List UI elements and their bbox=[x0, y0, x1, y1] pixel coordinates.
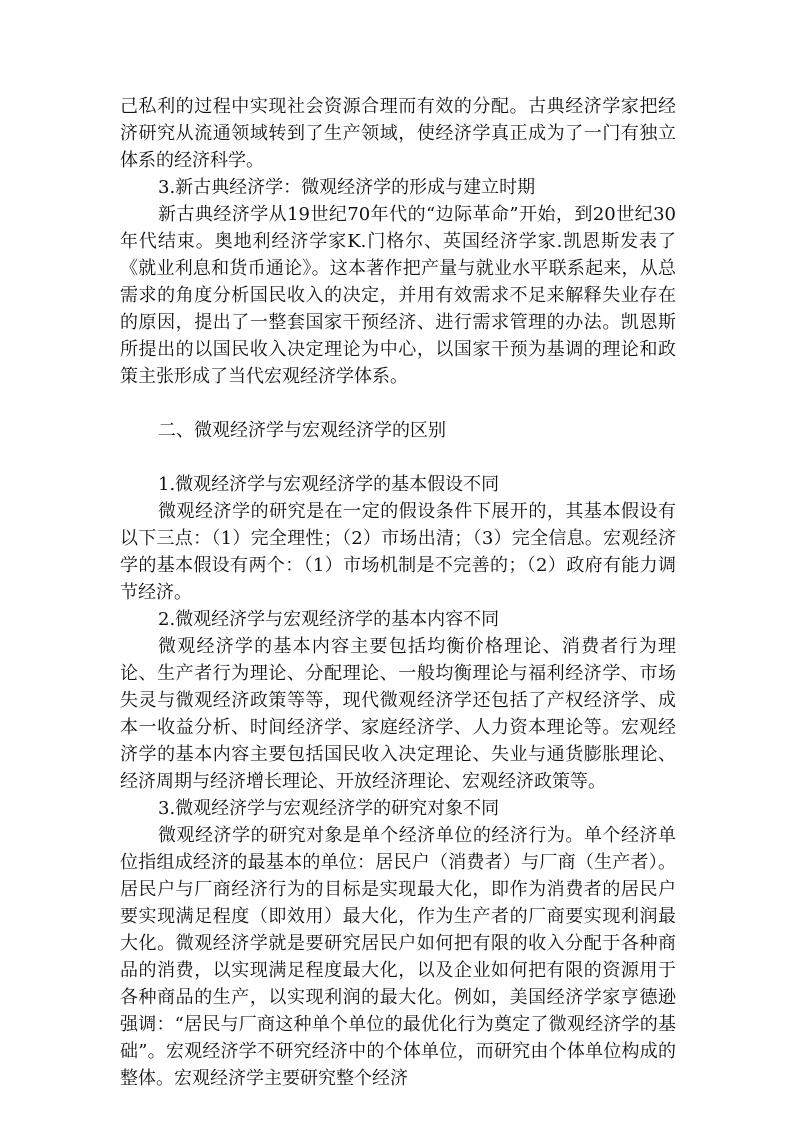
section-heading-differences: 二、微观经济学与宏观经济学的区别 bbox=[158, 420, 446, 441]
heading-content: 2.微观经济学与宏观经济学的基本内容不同 bbox=[158, 609, 500, 630]
heading-research-object: 3.微观经济学与宏观经济学的研究对象不同 bbox=[158, 798, 500, 819]
paragraph-content: 微观经济学的基本内容主要包括均衡价格理论、消费者行为理论、生产者行为理论、分配理论、一般均衡理论与福利经济学、市场失灵与微观经济政策等等，现代微观经济学还包括了产权经济学、成本一收益分析、时间经济学、家庭经济学、人力资本理论等。宏观经济学的基本内容主要包括国民收入决定理论、失业与通货膨胀理论、经济周期与经济增长理论、开放经济理论、宏观经济政策等。 bbox=[120, 636, 676, 792]
heading-assumptions: 1.微观经济学与宏观经济学的基本假设不同 bbox=[158, 474, 500, 495]
paragraph-neoclassical: 新古典经济学从19世纪70年代的“边际革命”开始，到20世纪30年代结束。奥地利经济学家K.门格尔、英国经济学家.凯恩斯发表了《就业利息和货币通论》。这本著作把产量与就业水平联系起来，从总需求的角度分析国民收入的决定，并用有效需求不足来解释失业存在的原因，提出了一整套国家干预经济、进行需求管理的办法。凯恩斯所提出的以国民收入决定理论为中心，以国家干预为基调的理论和政策主张形成了当代宏观经济学体系。 bbox=[120, 204, 676, 387]
paragraph-assumptions: 微观经济学的研究是在一定的假设条件下展开的，其基本假设有以下三点：（1）完全理性；（2）市场出清；（3）完全信息。宏观经济学的基本假设有两个：（1）市场机制是不完善的；（2）政府有能力调节经济。 bbox=[120, 501, 676, 603]
document-body bbox=[120, 93, 676, 1092]
heading-neoclassical: 3.新古典经济学：微观经济学的形成与建立时期 bbox=[158, 177, 536, 198]
paragraph-intro-continuation: 己私利的过程中实现社会资源合理而有效的分配。古典经济学家把经济研究从流通领域转到了生产领域，使经济学真正成为了一门有独立体系的经济科学。 bbox=[120, 96, 676, 171]
paragraph-research-object: 微观经济学的研究对象是单个经济单位的经济行为。单个经济单位指组成经济的最基本的单位：居民户（消费者）与厂商（生产者）。居民户与厂商经济行为的目标是实现最大化，即作为消费者的居民户要实现满足程度（即效用）最大化，作为生产者的厂商要实现利润最大化。微观经济学就是要研究居民户如何把有限的收入分配于各种商品的消费，以实现满足程度最大化，以及企业如何把有限的资源用于各种商品的生产，以实现利润的最大化。例如，美国经济学家亨德逊强调：“居民与厂商这种单个单位的最优化行为奠定了微观经济学的基础”。宏观经济学不研究经济中的个体单位，而研究由个体单位构成的整体。宏观经济学主要研究整个经济 bbox=[120, 825, 676, 1089]
